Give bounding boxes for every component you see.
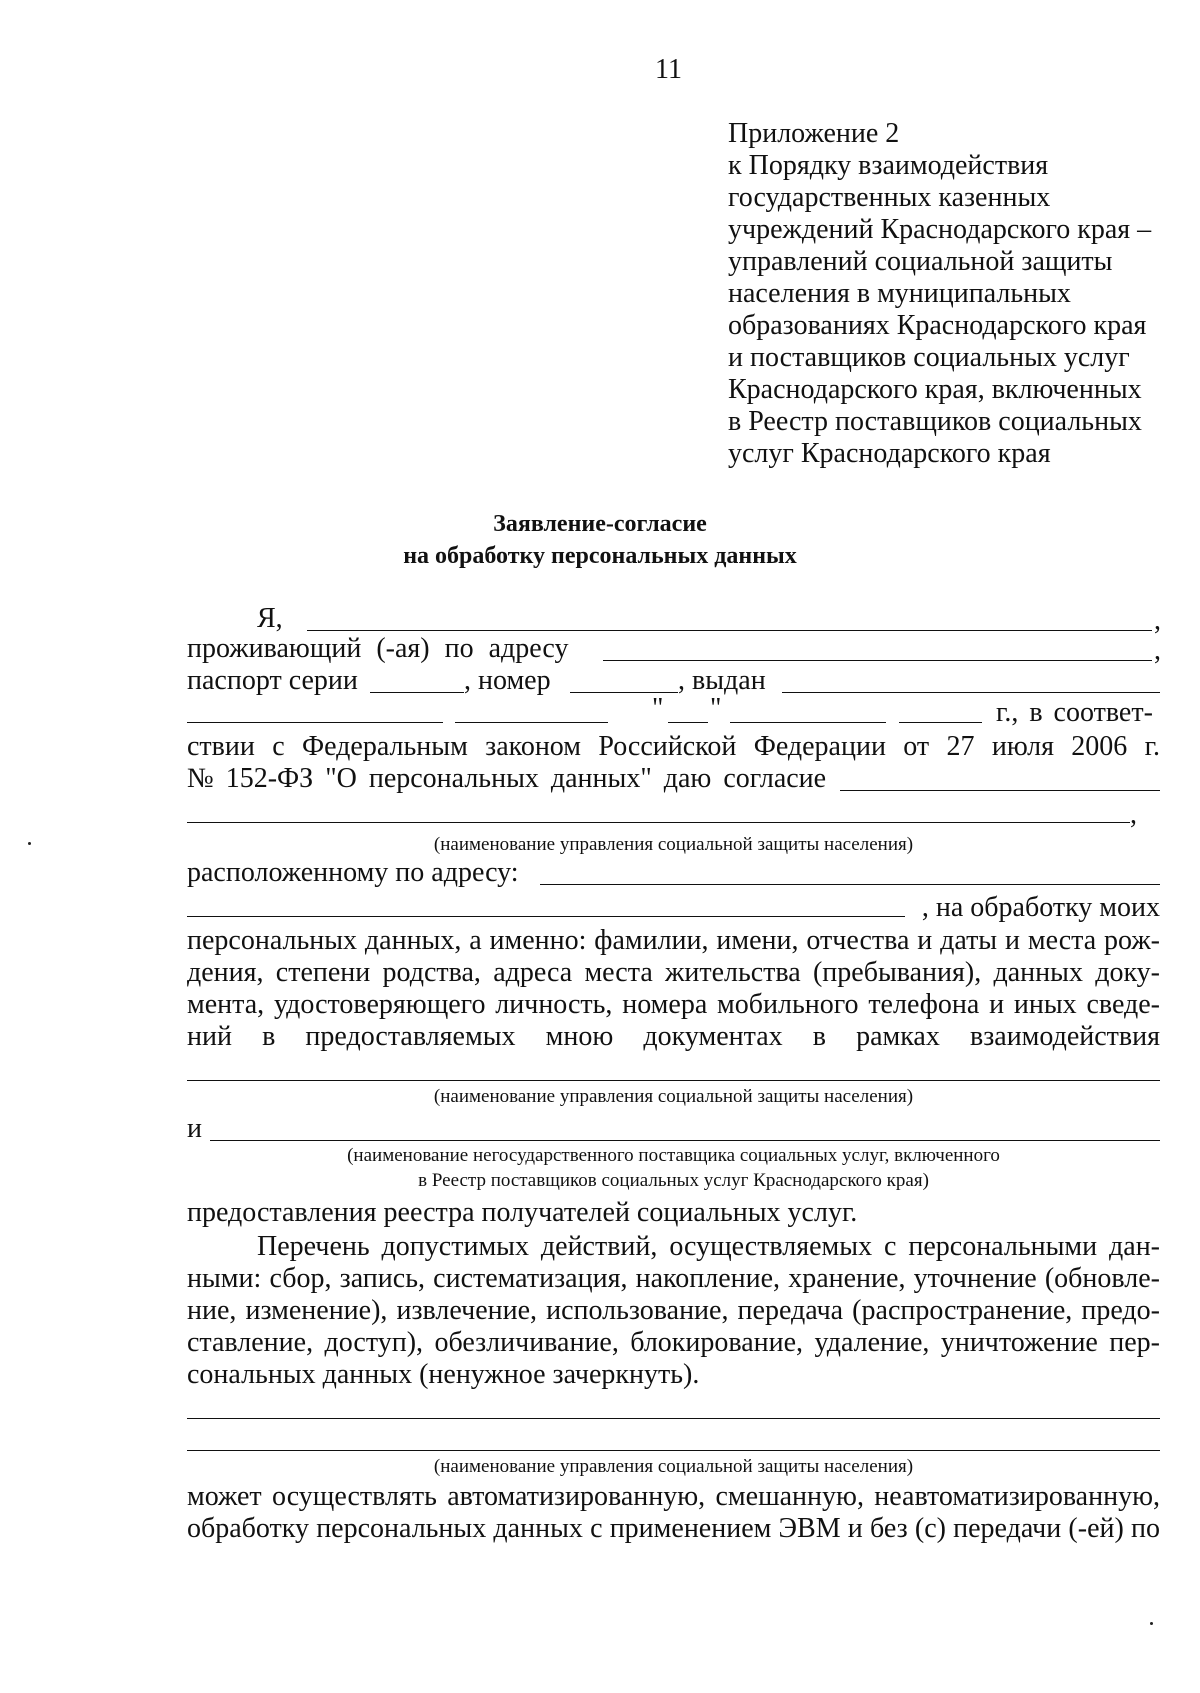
label-located-at: расположенному по адресу: [187, 857, 519, 888]
appendix-line: и поставщиков социальных услуг [728, 342, 1130, 373]
caption-usz-name: (наименование управления социальной защиты населения) [433, 1456, 914, 1477]
provider-name-field[interactable] [210, 1140, 1160, 1141]
caption-usz-name: (наименование управления социальной защиты населения) [433, 1086, 914, 1107]
appendix-line: государственных казенных [728, 182, 1051, 213]
appendix-line: Приложение 2 [728, 118, 900, 149]
caption-usz-name: (наименование управления социальной защиты населения) [433, 834, 914, 855]
usz-name-field[interactable] [187, 1450, 1160, 1451]
full-name-field[interactable] [307, 630, 1152, 631]
appendix-line: учреждений Краснодарского края – [728, 214, 1152, 245]
label-passport-series: паспорт серии [187, 665, 358, 696]
appendix-line: Краснодарского края, включенных [728, 374, 1142, 405]
body-line: дения, степени родства, адреса места жительства (пребывания), данных доку- [187, 957, 1160, 988]
page-number: 11 [655, 54, 682, 85]
law-line-consent: № 152-ФЗ "О персональных данных" даю согласие [187, 763, 827, 794]
scan-speck [28, 842, 31, 845]
issued-by-field-2[interactable] [187, 722, 443, 723]
registry-line: предоставления реестра получателей социальных услуг. [187, 1197, 858, 1228]
issue-year-field[interactable] [899, 722, 982, 723]
final-line: может осуществлять автоматизированную, смешанную, неавтоматизированную, [187, 1481, 1160, 1512]
consent-recipient-field-2[interactable] [187, 822, 1130, 823]
label-ya: Я, [257, 603, 283, 634]
appendix-line: услуг Краснодарского края [728, 438, 1051, 469]
actions-line: ными: сбор, запись, систематизация, накопление, хранение, уточнение (обновле- [187, 1263, 1160, 1294]
body-line: персональных данных, а именно: фамилии, имени, отчества и даты и места рож- [187, 925, 1160, 956]
label-issued: , выдан [678, 665, 766, 696]
document-subtitle: на обработку персональных данных [403, 543, 797, 569]
issued-by-field[interactable] [782, 692, 1160, 693]
appendix-header [728, 118, 1168, 470]
passport-series-field[interactable] [370, 692, 464, 693]
document-title: Заявление-согласие [493, 511, 707, 537]
label-and: и [187, 1113, 202, 1144]
usz-name-field[interactable] [187, 1080, 1160, 1081]
year-suffix: г., в соответ- [996, 697, 1153, 728]
actions-line: сональных данных (ненужное зачеркнуть). [187, 1359, 700, 1390]
label-number: , номер [464, 665, 551, 696]
caption-provider: (наименование негосударственного поставщика социальных услуг, включенного [347, 1145, 1000, 1166]
actions-line: ставление, доступ), обезличивание, блокирование, удаление, уничтожение пер- [187, 1327, 1160, 1358]
appendix-line: управлений социальной защиты [728, 246, 1113, 277]
quote-close: " [710, 693, 722, 724]
issue-month-field[interactable] [730, 722, 886, 723]
appendix-line: образованиях Краснодарского края [728, 310, 1147, 341]
comma: , [1154, 605, 1161, 636]
comma: , [1130, 799, 1137, 830]
appendix-line: к Порядку взаимодействия [728, 150, 1049, 181]
issued-by-field-3[interactable] [455, 722, 608, 723]
actions-line: Перечень допустимых действий, осуществляемых с персональными дан- [257, 1231, 1160, 1262]
comma: , [1154, 635, 1161, 666]
law-line: ствии с Федеральным законом Российской Федерации от 27 июля 2006 г. [187, 731, 1160, 762]
actions-line: ние, изменение), извлечение, использование, передача (распространение, предо- [187, 1295, 1160, 1326]
appendix-line: в Реестр поставщиков социальных [728, 406, 1142, 437]
blank-line[interactable] [187, 1418, 1160, 1419]
label-residing: проживающий (-ая) по адресу [187, 633, 569, 664]
body-line: ний в предоставляемых мною документах в рамках взаимодействия [187, 1021, 1160, 1052]
processing-of: , на обработку моих [921, 892, 1160, 923]
scan-speck [1150, 1622, 1153, 1625]
body-line: мента, удостоверяющего личность, номера мобильного телефона и иных сведе- [187, 989, 1160, 1020]
appendix-line: населения в муниципальных [728, 278, 1071, 309]
usz-address-field-2[interactable] [187, 916, 905, 917]
issue-day-field[interactable] [668, 722, 708, 723]
quote-open: " [652, 693, 664, 724]
caption-provider: в Реестр поставщиков социальных услуг Краснодарского края) [418, 1170, 929, 1191]
consent-recipient-field[interactable] [840, 790, 1160, 791]
usz-address-field[interactable] [540, 884, 1160, 885]
final-line: обработку персональных данных с применением ЭВМ и без (с) передачи (-ей) по [187, 1513, 1160, 1544]
address-field[interactable] [603, 660, 1152, 661]
